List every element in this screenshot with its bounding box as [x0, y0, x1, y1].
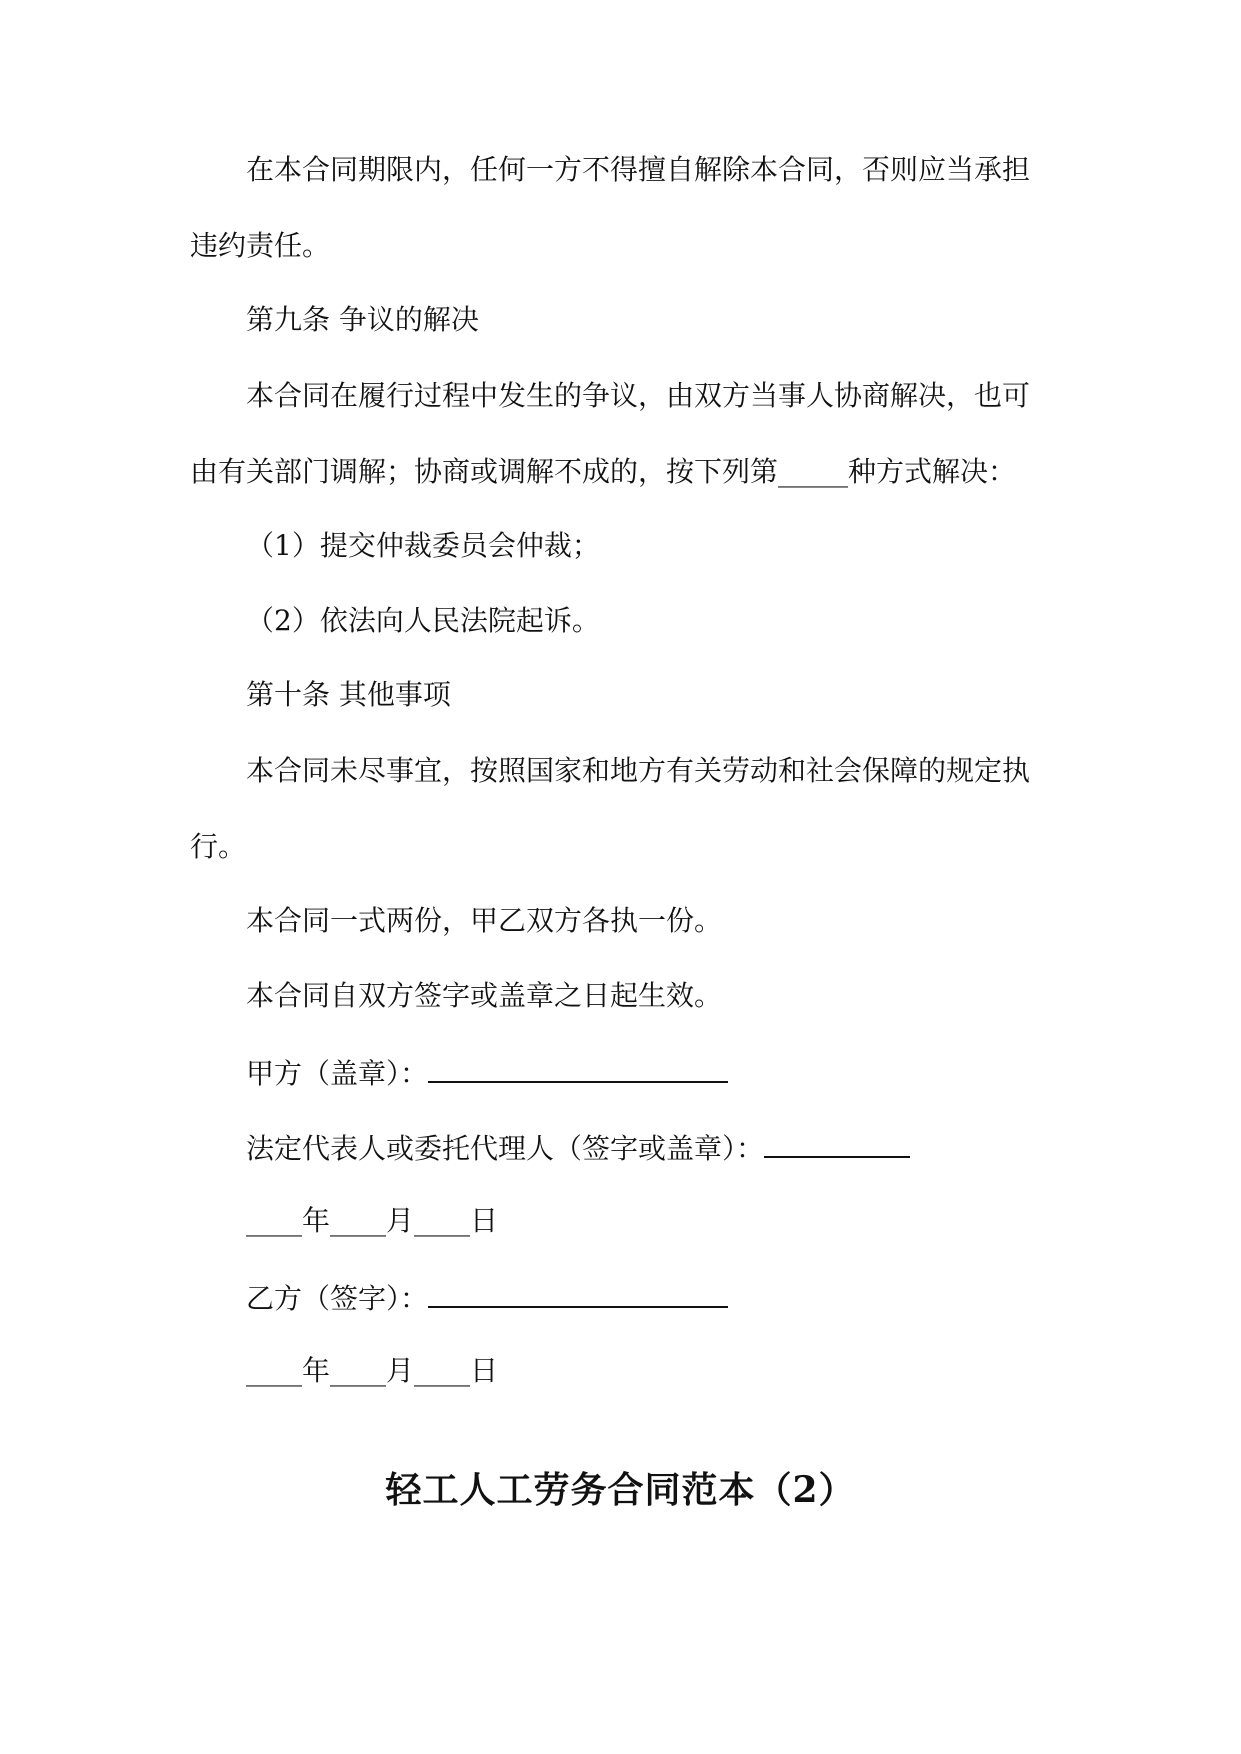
party-a-signature-line: [428, 1053, 728, 1083]
paragraph-dispute-cont: 由有关部门调解；协商或调解不成的，按下列第_____种方式解决：: [190, 455, 1017, 488]
paragraph-termination-cont: 违约责任。: [190, 229, 331, 262]
representative-signature-line: [764, 1128, 910, 1158]
option-arbitration: （1）提交仲裁委员会仲裁；: [246, 529, 600, 562]
representative-label: 法定代表人或委托代理人（签字或盖章）：: [246, 1132, 765, 1165]
party-a-signature-row: [246, 1053, 1126, 1092]
party-b-signature-row: [246, 1278, 1126, 1317]
paragraph-termination: 在本合同期限内，任何一方不得擅自解除本合同，否则应当承担: [246, 153, 1031, 186]
article-9-heading: 第九条 争议的解决: [246, 303, 479, 336]
date-a: ____年____月____日: [246, 1204, 499, 1237]
representative-signature-row: [246, 1128, 1126, 1167]
paragraph-effective: 本合同自双方签字或盖章之日起生效。: [246, 979, 723, 1012]
paragraph-copies: 本合同一式两份，甲乙双方各执一份。: [246, 904, 723, 937]
date-b: ____年____月____日: [246, 1354, 499, 1387]
party-b-signature-line: [428, 1278, 728, 1308]
paragraph-other-matters: 本合同未尽事宜，按照国家和地方有关劳动和社会保障的规定执: [246, 754, 1031, 787]
party-b-label: 乙方（签字）：: [246, 1282, 429, 1315]
article-10-heading: 第十条 其他事项: [246, 678, 451, 711]
paragraph-other-matters-cont: 行。: [190, 830, 247, 863]
paragraph-dispute: 本合同在履行过程中发生的争议，由双方当事人协商解决，也可: [246, 379, 1031, 412]
option-court: （2）依法向人民法院起诉。: [246, 604, 600, 637]
party-a-label: 甲方（盖章）：: [246, 1057, 429, 1090]
next-document-title: 轻工人工劳务合同范本（2）: [385, 1469, 856, 1511]
